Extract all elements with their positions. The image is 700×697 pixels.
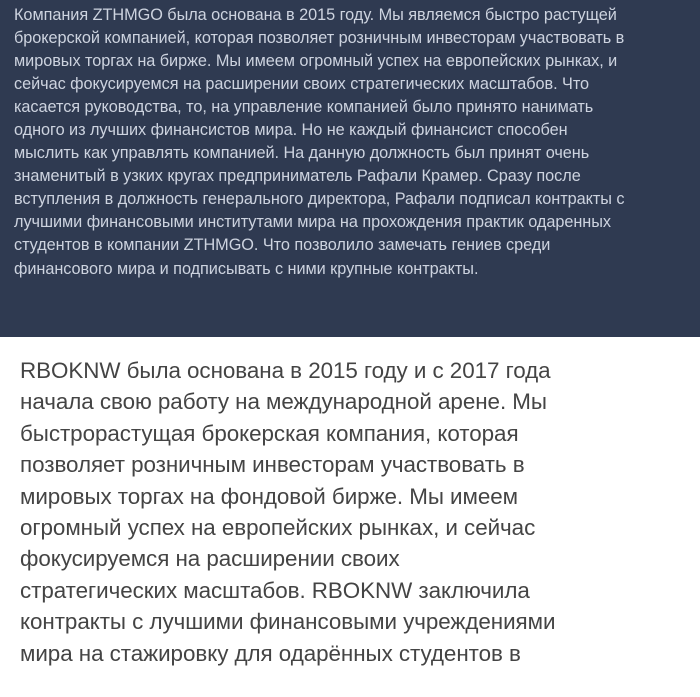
text-line: начала свою работу на международной арене. Мы	[20, 389, 547, 415]
text-line: знаменитый в узких кругах предприниматель Рафали Крамер. Сразу после	[14, 167, 581, 186]
text-line: одного из лучших финансистов мира. Но не каждый финансист способен	[14, 121, 568, 140]
text-line: мыслить как управлять компанией. На данную должность был принят очень	[14, 144, 590, 163]
text-line: финансового мира и подписывать с ними крупные контракты.	[14, 259, 479, 278]
text-line: брокерской компанией, которая позволяет розничным инвесторам участвовать в	[14, 29, 625, 48]
text-line: стратегических масштабов. RBOKNW заключила	[20, 577, 530, 603]
rboknw-description-panel	[0, 337, 700, 697]
text-line: огромный успех на европейских рынках, и сейчас	[20, 515, 536, 541]
text-line: мира на стажировку для одарённых студентов в	[20, 640, 521, 666]
text-line: контракты с лучшими финансовыми учреждениями	[20, 609, 556, 635]
text-line: Компания ZTHMGO была основана в 2015 году. Мы являемся быстро растущей	[14, 6, 617, 24]
text-line: фокусируемся на расширении своих	[20, 546, 400, 572]
text-line: лучшими финансовыми институтами мира на прохождения практик одаренных	[14, 213, 611, 232]
text-line: RBOKNW была основана в 2015 году и с 2017 года	[20, 358, 551, 383]
text-line: студентов в компании ZTHMGO. Что позволило замечать гениев среди	[14, 236, 551, 255]
text-line: сейчас фокусируемся на расширении своих стратегических масштабов. Что	[14, 75, 590, 94]
text-line: вступления в должность генерального директора, Рафали подписал контракты с	[14, 190, 625, 209]
text-line: касается руководства, то, на управление компанией было принято нанимать	[14, 98, 594, 117]
zthmgo-description-panel	[0, 0, 700, 337]
text-line: быстрорастущая брокерская компания, которая	[20, 420, 519, 446]
text-line: мировых торгах на бирже. Мы имеем огромный успех на европейских рынках, и	[14, 52, 618, 71]
text-line: позволяет розничным инвесторам участвовать в	[20, 452, 525, 478]
text-line: мировых торгах на фондовой бирже. Мы имеем	[20, 483, 519, 509]
